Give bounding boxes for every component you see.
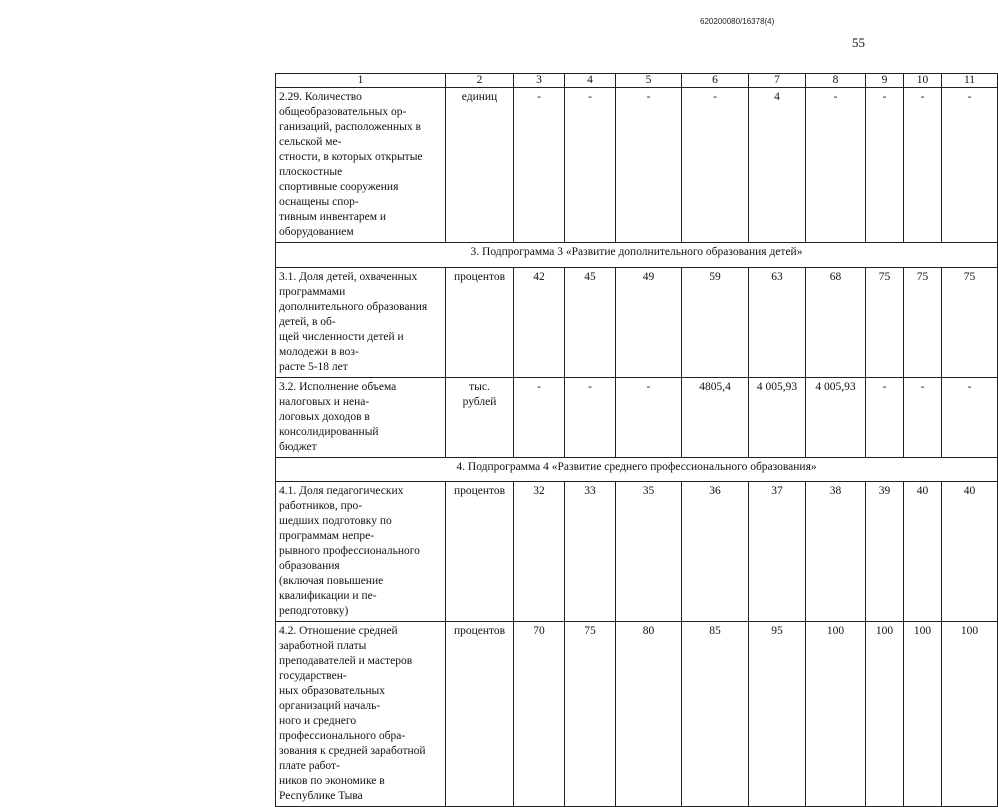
- value-cell: -: [904, 378, 942, 458]
- column-number-cell: 7: [749, 74, 806, 88]
- column-number-cell: 3: [514, 74, 565, 88]
- table-body: [276, 74, 998, 807]
- column-number-cell: 5: [616, 74, 682, 88]
- unit-cell: тыс. рублей: [446, 378, 514, 458]
- value-cell: 4805,4: [682, 378, 749, 458]
- column-number-cell: 1: [276, 74, 446, 88]
- value-cell: 4 005,93: [749, 378, 806, 458]
- table-row: [276, 88, 998, 243]
- value-cell: 36: [682, 482, 749, 622]
- value-cell: 38: [806, 482, 866, 622]
- value-cell: 75: [942, 268, 998, 378]
- value-cell: -: [904, 88, 942, 243]
- value-cell: 75: [866, 268, 904, 378]
- section-row: [276, 458, 998, 482]
- value-cell: 100: [942, 622, 998, 807]
- unit-cell: единиц: [446, 88, 514, 243]
- value-cell: 40: [904, 482, 942, 622]
- value-cell: 63: [749, 268, 806, 378]
- section-title: 4. Подпрограмма 4 «Развитие среднего профессионального образования»: [276, 458, 998, 482]
- value-cell: 100: [866, 622, 904, 807]
- value-cell: 68: [806, 268, 866, 378]
- value-cell: 100: [904, 622, 942, 807]
- table-row: [276, 622, 998, 807]
- column-number-cell: 2: [446, 74, 514, 88]
- value-cell: 49: [616, 268, 682, 378]
- value-cell: 39: [866, 482, 904, 622]
- value-cell: 32: [514, 482, 565, 622]
- indicator-description: 3.1. Доля детей, охваченных программами дополнительного образования детей, в об- щей численности детей и молодежи в воз- расте 5-18 лет: [276, 268, 446, 378]
- document-code: 620200080/16378(4): [700, 17, 775, 26]
- column-number-cell: 8: [806, 74, 866, 88]
- value-cell: 45: [565, 268, 616, 378]
- indicators-table: [275, 73, 998, 807]
- value-cell: -: [565, 88, 616, 243]
- value-cell: 85: [682, 622, 749, 807]
- unit-cell: процентов: [446, 268, 514, 378]
- value-cell: 95: [749, 622, 806, 807]
- unit-cell: процентов: [446, 482, 514, 622]
- value-cell: 4 005,93: [806, 378, 866, 458]
- value-cell: -: [565, 378, 616, 458]
- indicator-description: 4.2. Отношение средней заработной платы преподавателей и мастеров государствен- ных образовательных организаций началь- ного и среднего профессионального обра- зования к средней заработной плате работ- ников по экономике в Республике Тыва: [276, 622, 446, 807]
- value-cell: 80: [616, 622, 682, 807]
- value-cell: -: [616, 378, 682, 458]
- value-cell: 42: [514, 268, 565, 378]
- table-row: [276, 378, 998, 458]
- value-cell: 75: [565, 622, 616, 807]
- value-cell: -: [942, 88, 998, 243]
- value-cell: -: [806, 88, 866, 243]
- column-number-row: [276, 74, 998, 88]
- column-number-cell: 10: [904, 74, 942, 88]
- value-cell: -: [514, 88, 565, 243]
- section-title: 3. Подпрограмма 3 «Развитие дополнительного образования детей»: [276, 243, 998, 268]
- value-cell: -: [616, 88, 682, 243]
- column-number-cell: 11: [942, 74, 998, 88]
- value-cell: -: [682, 88, 749, 243]
- column-number-cell: 4: [565, 74, 616, 88]
- value-cell: 40: [942, 482, 998, 622]
- indicator-description: 2.29. Количество общеобразовательных ор- ганизаций, расположенных в сельской ме- стности, в которых открытые плоскостные спортивные сооружения оснащены спор- тивным инвентарем и оборудованием: [276, 88, 446, 243]
- value-cell: -: [514, 378, 565, 458]
- value-cell: 35: [616, 482, 682, 622]
- value-cell: 37: [749, 482, 806, 622]
- column-number-cell: 9: [866, 74, 904, 88]
- value-cell: 75: [904, 268, 942, 378]
- value-cell: 59: [682, 268, 749, 378]
- value-cell: -: [942, 378, 998, 458]
- unit-cell: процентов: [446, 622, 514, 807]
- table-row: [276, 482, 998, 622]
- value-cell: -: [866, 88, 904, 243]
- value-cell: 4: [749, 88, 806, 243]
- column-number-cell: 6: [682, 74, 749, 88]
- value-cell: 100: [806, 622, 866, 807]
- value-cell: 33: [565, 482, 616, 622]
- value-cell: 70: [514, 622, 565, 807]
- indicator-description: 4.1. Доля педагогических работников, про- шедших подготовку по программам непре- рывного профессионального образования (включая повышение квалификации и пе- реподготовку): [276, 482, 446, 622]
- section-row: [276, 243, 998, 268]
- value-cell: -: [866, 378, 904, 458]
- page-number: 55: [852, 35, 865, 50]
- table-row: [276, 268, 998, 378]
- indicator-description: 3.2. Исполнение объема налоговых и нена- логовых доходов в консолидированный бюджет: [276, 378, 446, 458]
